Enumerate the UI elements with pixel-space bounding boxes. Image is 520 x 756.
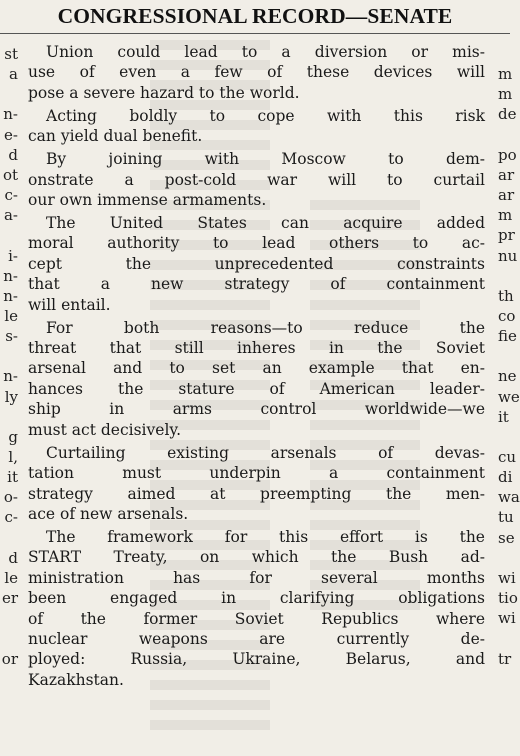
left-fragment: ly	[4, 387, 18, 406]
right-fragment: cu	[498, 448, 517, 466]
right-fragment: tio	[498, 589, 518, 608]
text-line: Acting boldly to cope with this risk	[46, 106, 485, 125]
text-line: The United States can acquire added	[46, 214, 485, 233]
left-fragment: i-	[8, 246, 18, 265]
text-line: ployed: Russia, Ukraine, Belarus, and	[28, 650, 485, 669]
text-line: START Treaty, on which the Bush ad-	[28, 548, 485, 567]
right-fragment: di	[498, 468, 513, 487]
text-line: ship in arms control worldwide—we	[28, 400, 485, 419]
right-fragment: wi	[498, 609, 516, 628]
text-line: For both reasons—to reduce the	[46, 318, 485, 337]
text-line: onstrate a post-cold war will to curtail	[28, 170, 485, 189]
left-fragment: ot	[2, 165, 18, 184]
left-fragment: n-	[3, 266, 18, 285]
text-line: Union could lead to a diversion or mis-	[46, 43, 485, 61]
left-fragment: er	[1, 589, 18, 608]
right-fragment: fie	[498, 327, 517, 346]
left-column-fragments	[0, 36, 22, 756]
right-fragment: wa	[498, 488, 520, 507]
text-line: arsenal and to set an example that en-	[28, 359, 485, 378]
left-fragment: or	[1, 649, 18, 668]
page-header	[0, 0, 510, 36]
text-line: ace of new arsenals.	[28, 504, 189, 523]
text-line: cept the unprecedented constraints	[28, 254, 485, 273]
text-line: hances the stature of American leader-	[28, 379, 485, 398]
right-fragment: de	[498, 105, 517, 124]
text-line: By joining with Moscow to dem-	[46, 150, 485, 169]
right-fragment: ne	[498, 367, 517, 386]
text-line: threat that still inheres in the Soviet	[28, 339, 485, 358]
right-fragment: th	[498, 286, 514, 305]
left-fragment: le	[4, 306, 18, 325]
right-fragment: se	[498, 528, 515, 547]
paragraph	[28, 42, 485, 103]
left-fragment: it	[7, 468, 18, 487]
text-line: Curtailing existing arsenals of devas-	[46, 443, 485, 462]
left-fragment: n-	[3, 367, 18, 386]
text-line: tation must underpin a containment	[28, 464, 485, 483]
right-fragment: ar	[498, 186, 515, 205]
left-fragment: l,	[8, 448, 18, 466]
text-line: The framework for this effort is the	[46, 527, 485, 546]
paragraph	[28, 443, 485, 525]
paragraph	[28, 318, 485, 440]
paragraph	[28, 213, 485, 315]
text-line: nuclear weapons are currently de-	[28, 629, 485, 648]
right-fragment: co	[498, 306, 516, 325]
right-fragment: it	[498, 407, 509, 426]
right-fragment: we	[498, 387, 520, 406]
left-fragment: c-	[4, 508, 18, 527]
right-fragment: m	[498, 85, 513, 104]
left-fragment: a-	[3, 206, 18, 225]
right-fragment: nu	[498, 246, 518, 265]
text-line: of the former Soviet Republics where	[28, 609, 485, 628]
text-line: pose a severe hazard to the world.	[28, 83, 300, 102]
left-fragment: s-	[5, 327, 18, 346]
text-line: use of even a few of these devices will	[28, 63, 485, 82]
paragraph	[28, 527, 485, 690]
left-fragment: n-	[3, 286, 18, 305]
left-fragment: g	[8, 427, 18, 446]
left-fragment: a	[9, 65, 18, 84]
right-fragment: po	[498, 145, 517, 164]
main-column	[28, 42, 485, 693]
paragraph	[28, 106, 485, 147]
left-fragment: n-	[3, 105, 18, 124]
left-fragment: e-	[4, 125, 18, 144]
text-line: our own immense armaments.	[28, 191, 267, 210]
text-line: moral authority to lead others to ac-	[28, 234, 485, 253]
text-line: Kazakhstan.	[28, 670, 124, 689]
left-fragment: d	[8, 548, 18, 567]
right-column-fragments	[488, 36, 520, 756]
text-line: can yield dual benefit.	[28, 127, 203, 146]
text-line: strategy aimed at preempting the men-	[28, 484, 485, 503]
text-line: must act decisively.	[28, 420, 182, 439]
right-fragment: m	[498, 206, 513, 225]
right-fragment: wi	[498, 568, 516, 587]
left-fragment: le	[4, 568, 18, 587]
paragraph	[28, 149, 485, 210]
right-fragment: tu	[498, 508, 514, 527]
right-fragment: pr	[498, 226, 515, 245]
left-fragment: d	[8, 145, 18, 164]
left-fragment: c-	[4, 186, 18, 205]
text-line: ministration has for several months	[28, 568, 485, 587]
header-rule	[0, 33, 510, 34]
text-line: will entail.	[28, 295, 111, 314]
header-title: CONGRESSIONAL RECORD—SENATE	[57, 4, 453, 28]
text-line: that a new strategy of containment	[28, 275, 485, 294]
right-fragment: m	[498, 65, 513, 84]
left-fragment: o-	[3, 488, 18, 507]
text-line: been engaged in clarifying obligations	[28, 589, 485, 608]
left-fragment: st	[4, 45, 18, 63]
right-fragment: tr	[498, 649, 512, 668]
right-fragment: ar	[498, 165, 515, 184]
